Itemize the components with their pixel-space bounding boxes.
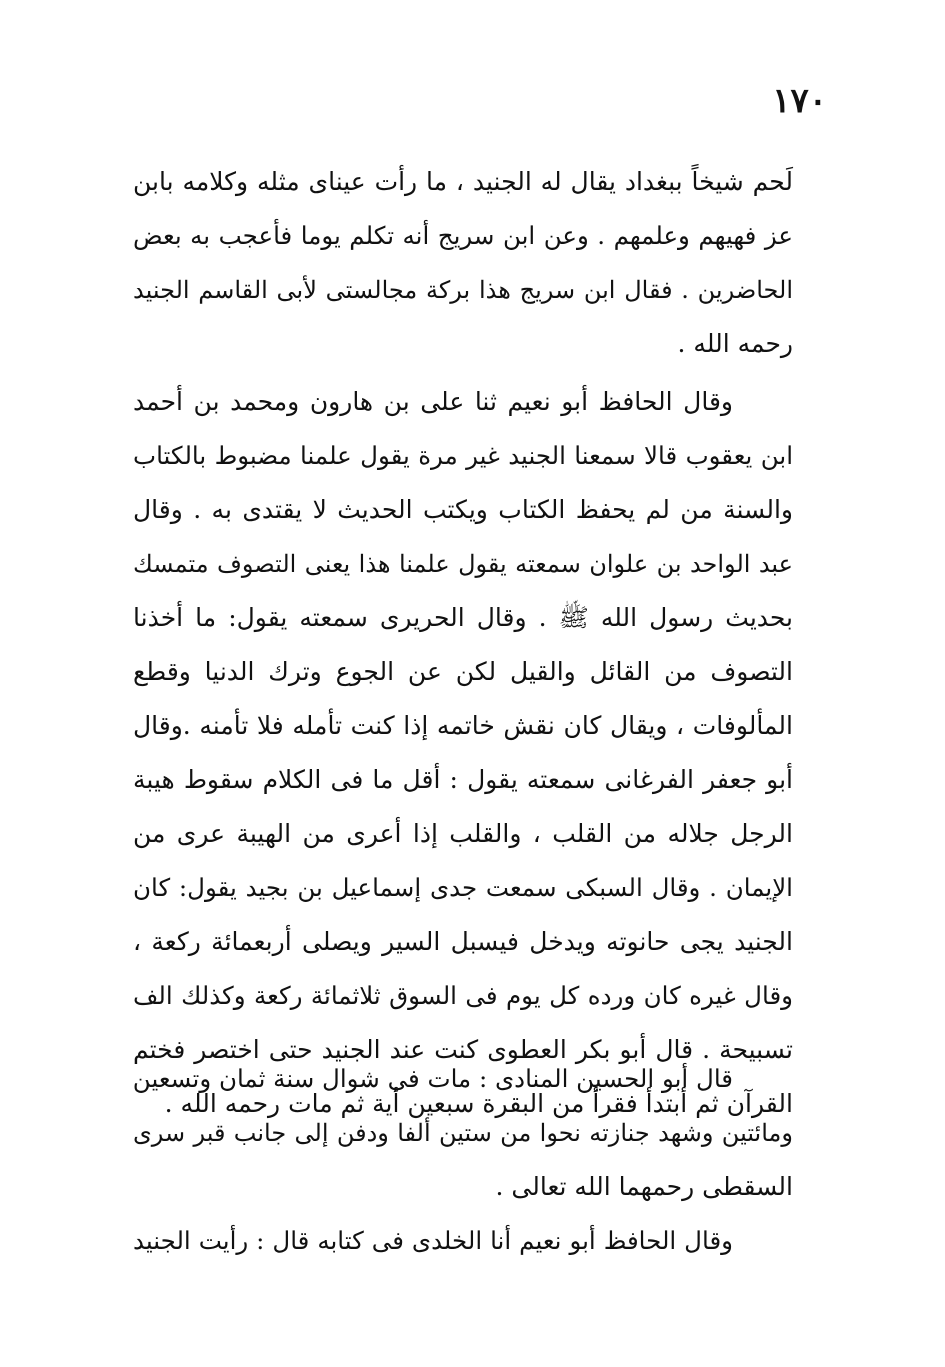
text-line: أبو جعفر الفرغانى سمعته يقول : أقل ما فى الكلام سقوط هيبة	[133, 765, 793, 794]
text-line: رحمه الله .	[677, 329, 793, 358]
text-line: القرآن ثم أبتدأ فقرأ من البقرة سبعين أية ثم مات رحمه الله .	[164, 1089, 793, 1118]
paragraph-3	[133, 1052, 793, 1214]
text-line: بحديث رسول الله ﷺ . وقال الحريرى سمعته يقول: ما أخذنا	[133, 603, 793, 632]
text-line: المألوفات ، ويقال كان نقش خاتمه إذا كنت تأمله فلا تأمنه .وقال	[133, 711, 793, 740]
paragraph-1	[133, 155, 793, 371]
text-line: وقال غيره كان ورده كل يوم فى السوق ثلاثمائة ركعة وكذلك الف	[133, 981, 793, 1010]
text-line: الجنيد يجى حانوته ويدخل فيسبل السير ويصلى أربعمائة ركعة ،	[133, 927, 793, 956]
text-line: لَحم شيخاً ببغداد يقال له الجنيد ، ما رأت عيناى مثله وكلامه بابن	[133, 167, 793, 196]
text-line: وقال الحافظ أبو نعيم أنا الخلدى فى كتابه قال : رأيت الجنيد	[133, 1226, 733, 1255]
text-line: عز فهيهم وعلمهم . وعن ابن سريج أنه تكلم يوما فأعجب به بعض	[133, 221, 793, 250]
text-line: السقطى رحمهما الله تعالى .	[495, 1172, 793, 1201]
text-line: الحاضرين . فقال ابن سريج هذا بركة مجالستى لأبى القاسم الجنيد	[133, 276, 793, 304]
paragraph-4	[133, 1214, 793, 1268]
text-line: وقال الحافظ أبو نعيم ثنا على بن هارون ومحمد بن أحمد	[133, 387, 733, 416]
text-line: ابن يعقوب قالا سمعنا الجنيد غير مرة يقول علمنا مضبوط بالكتاب	[133, 441, 793, 470]
text-line: الرجل جلاله من القلب ، والقلب إذا أعرى من الهيبة عرى من	[133, 819, 793, 848]
text-line: قال أبو الحسين المنادى : مات فى شوال سنة ثمان وتسعين	[132, 1064, 733, 1093]
page-number: ١٧٠	[772, 81, 827, 121]
text-line: ومائتين وشهد جنازته نحوا من ستين ألفا ودفن إلى جانب قبر سرى	[133, 1119, 793, 1147]
text-line: التصوف من القائل والقيل لكن عن الجوع وترك الدنيا وقطع	[133, 657, 793, 686]
paragraph-2	[133, 375, 793, 1131]
text-line: عبد الواحد بن علوان سمعته يقول علمنا هذا يعنى التصوف متمسك	[133, 550, 793, 578]
text-line: الإيمان . وقال السبكى سمعت جدى إسماعيل بن بجيد يقول: كان	[133, 873, 793, 902]
text-line: والسنة من لم يحفظ الكتاب ويكتب الحديث لا يقتدى به . وقال	[133, 495, 793, 524]
text-line: تسبيحة . قال أبو بكر العطوى كنت عند الجنيد حتى اختصر فختم	[133, 1035, 793, 1064]
